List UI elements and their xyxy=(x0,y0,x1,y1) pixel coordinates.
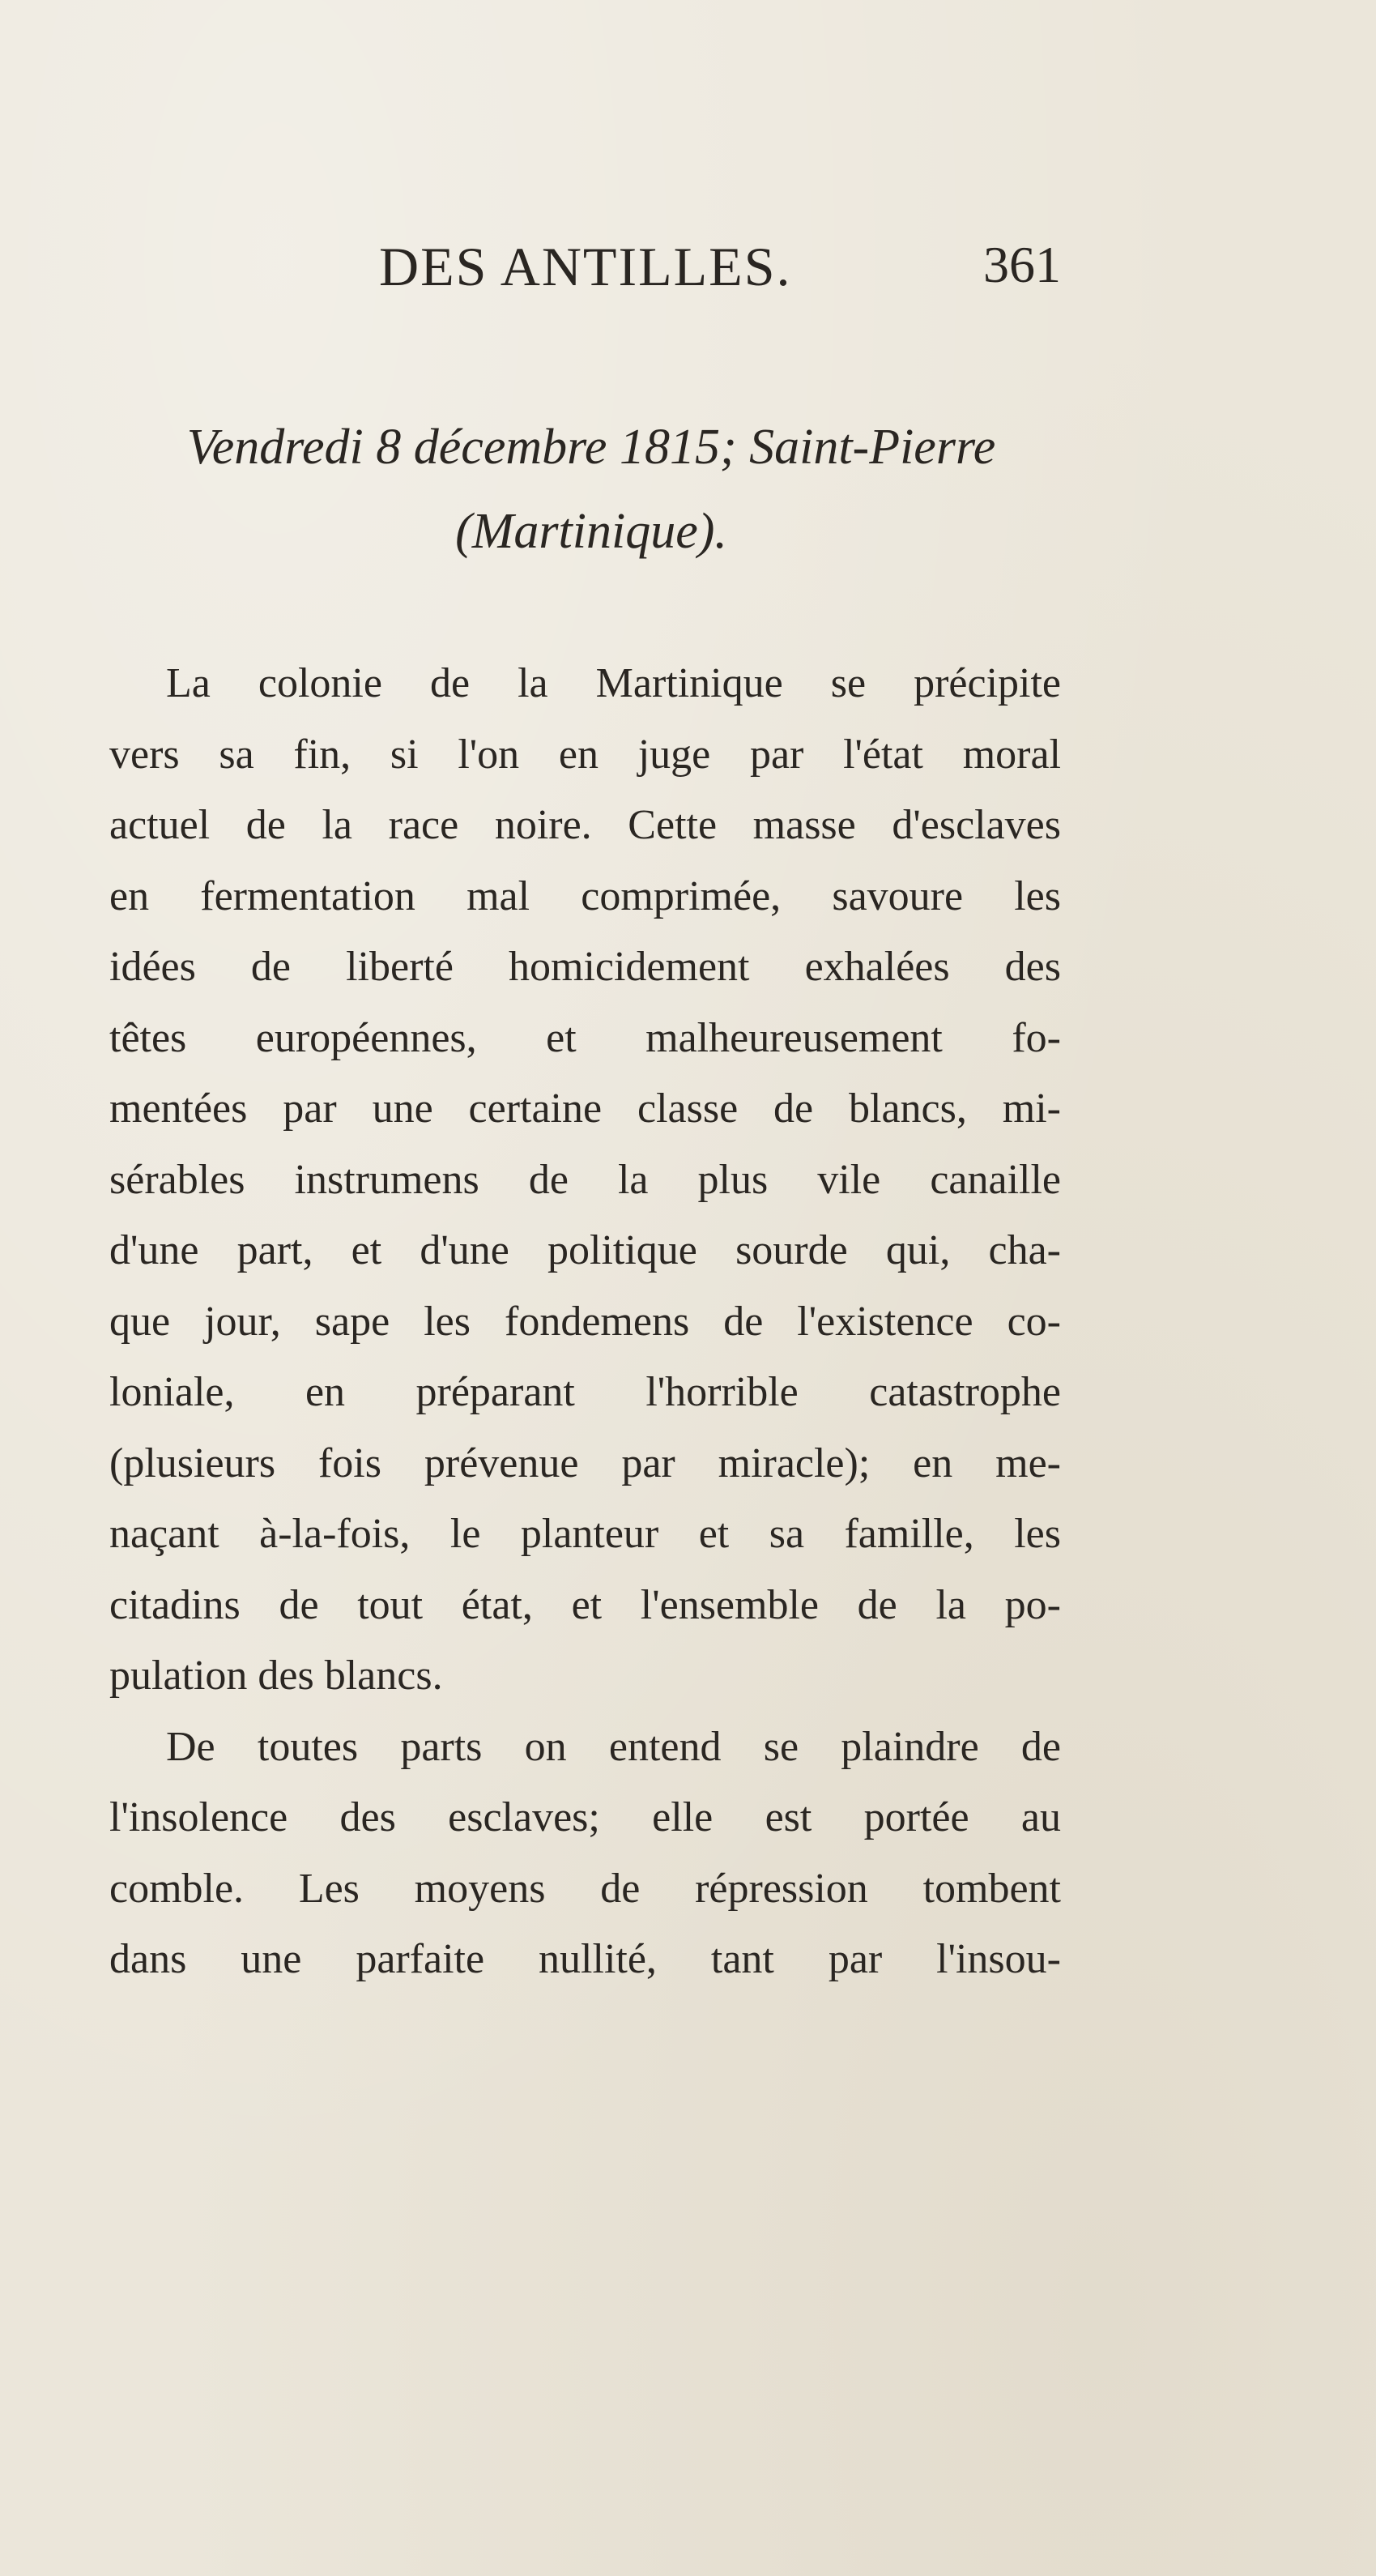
text-line: mentées par une certaine classe de blancs, mi- xyxy=(109,1085,1061,1132)
date-heading-line-2: (Martinique). xyxy=(455,504,727,559)
text-line: têtes européennes, et malheureusement fo- xyxy=(109,1014,1061,1061)
text-line: en fermentation mal comprimée, savoure les xyxy=(109,872,1061,919)
text-line: actuel de la race noire. Cette masse d'esclaves xyxy=(109,802,1061,848)
paragraph-2 xyxy=(109,1712,1061,1995)
text-line: pulation des blancs. xyxy=(109,1653,443,1699)
text-line: idées de liberté homicidement exhalées des xyxy=(109,944,1061,990)
running-title: DES ANTILLES. xyxy=(379,236,792,297)
date-heading-line-1: Vendredi 8 décembre 1815; Saint-Pierre xyxy=(186,420,996,475)
text-line: naçant à-la-fois, le planteur et sa famille, les xyxy=(109,1511,1061,1557)
text-line: d'une part, et d'une politique sourde qui, cha- xyxy=(109,1227,1061,1273)
paragraph-1 xyxy=(109,648,1061,1712)
text-line: l'insolence des esclaves; elle est portée au xyxy=(109,1794,1061,1840)
text-line: que jour, sape les fondemens de l'existence co- xyxy=(109,1298,1061,1345)
date-heading xyxy=(121,405,1061,574)
page-number: 361 xyxy=(983,236,1061,293)
text-line: dans une parfaite nullité, tant par l'insou- xyxy=(109,1936,1061,1982)
text-line: De toutes parts on entend se plaindre de xyxy=(166,1723,1061,1770)
text-line: (plusieurs fois prévenue par miracle); en me- xyxy=(109,1439,1061,1486)
text-line: sérables instrumens de la plus vile canaille xyxy=(109,1156,1061,1203)
text-line: vers sa fin, si l'on en juge par l'état moral xyxy=(109,731,1061,778)
text-line: loniale, en préparant l'horrible catastrophe xyxy=(109,1369,1061,1415)
text-line: comble. Les moyens de répression tombent xyxy=(109,1865,1061,1912)
text-line: La colonie de la Martinique se précipite xyxy=(166,660,1061,706)
text-line: citadins de tout état, et l'ensemble de la po- xyxy=(109,1581,1061,1628)
page-header xyxy=(121,235,1061,308)
body-text xyxy=(109,648,1061,1995)
